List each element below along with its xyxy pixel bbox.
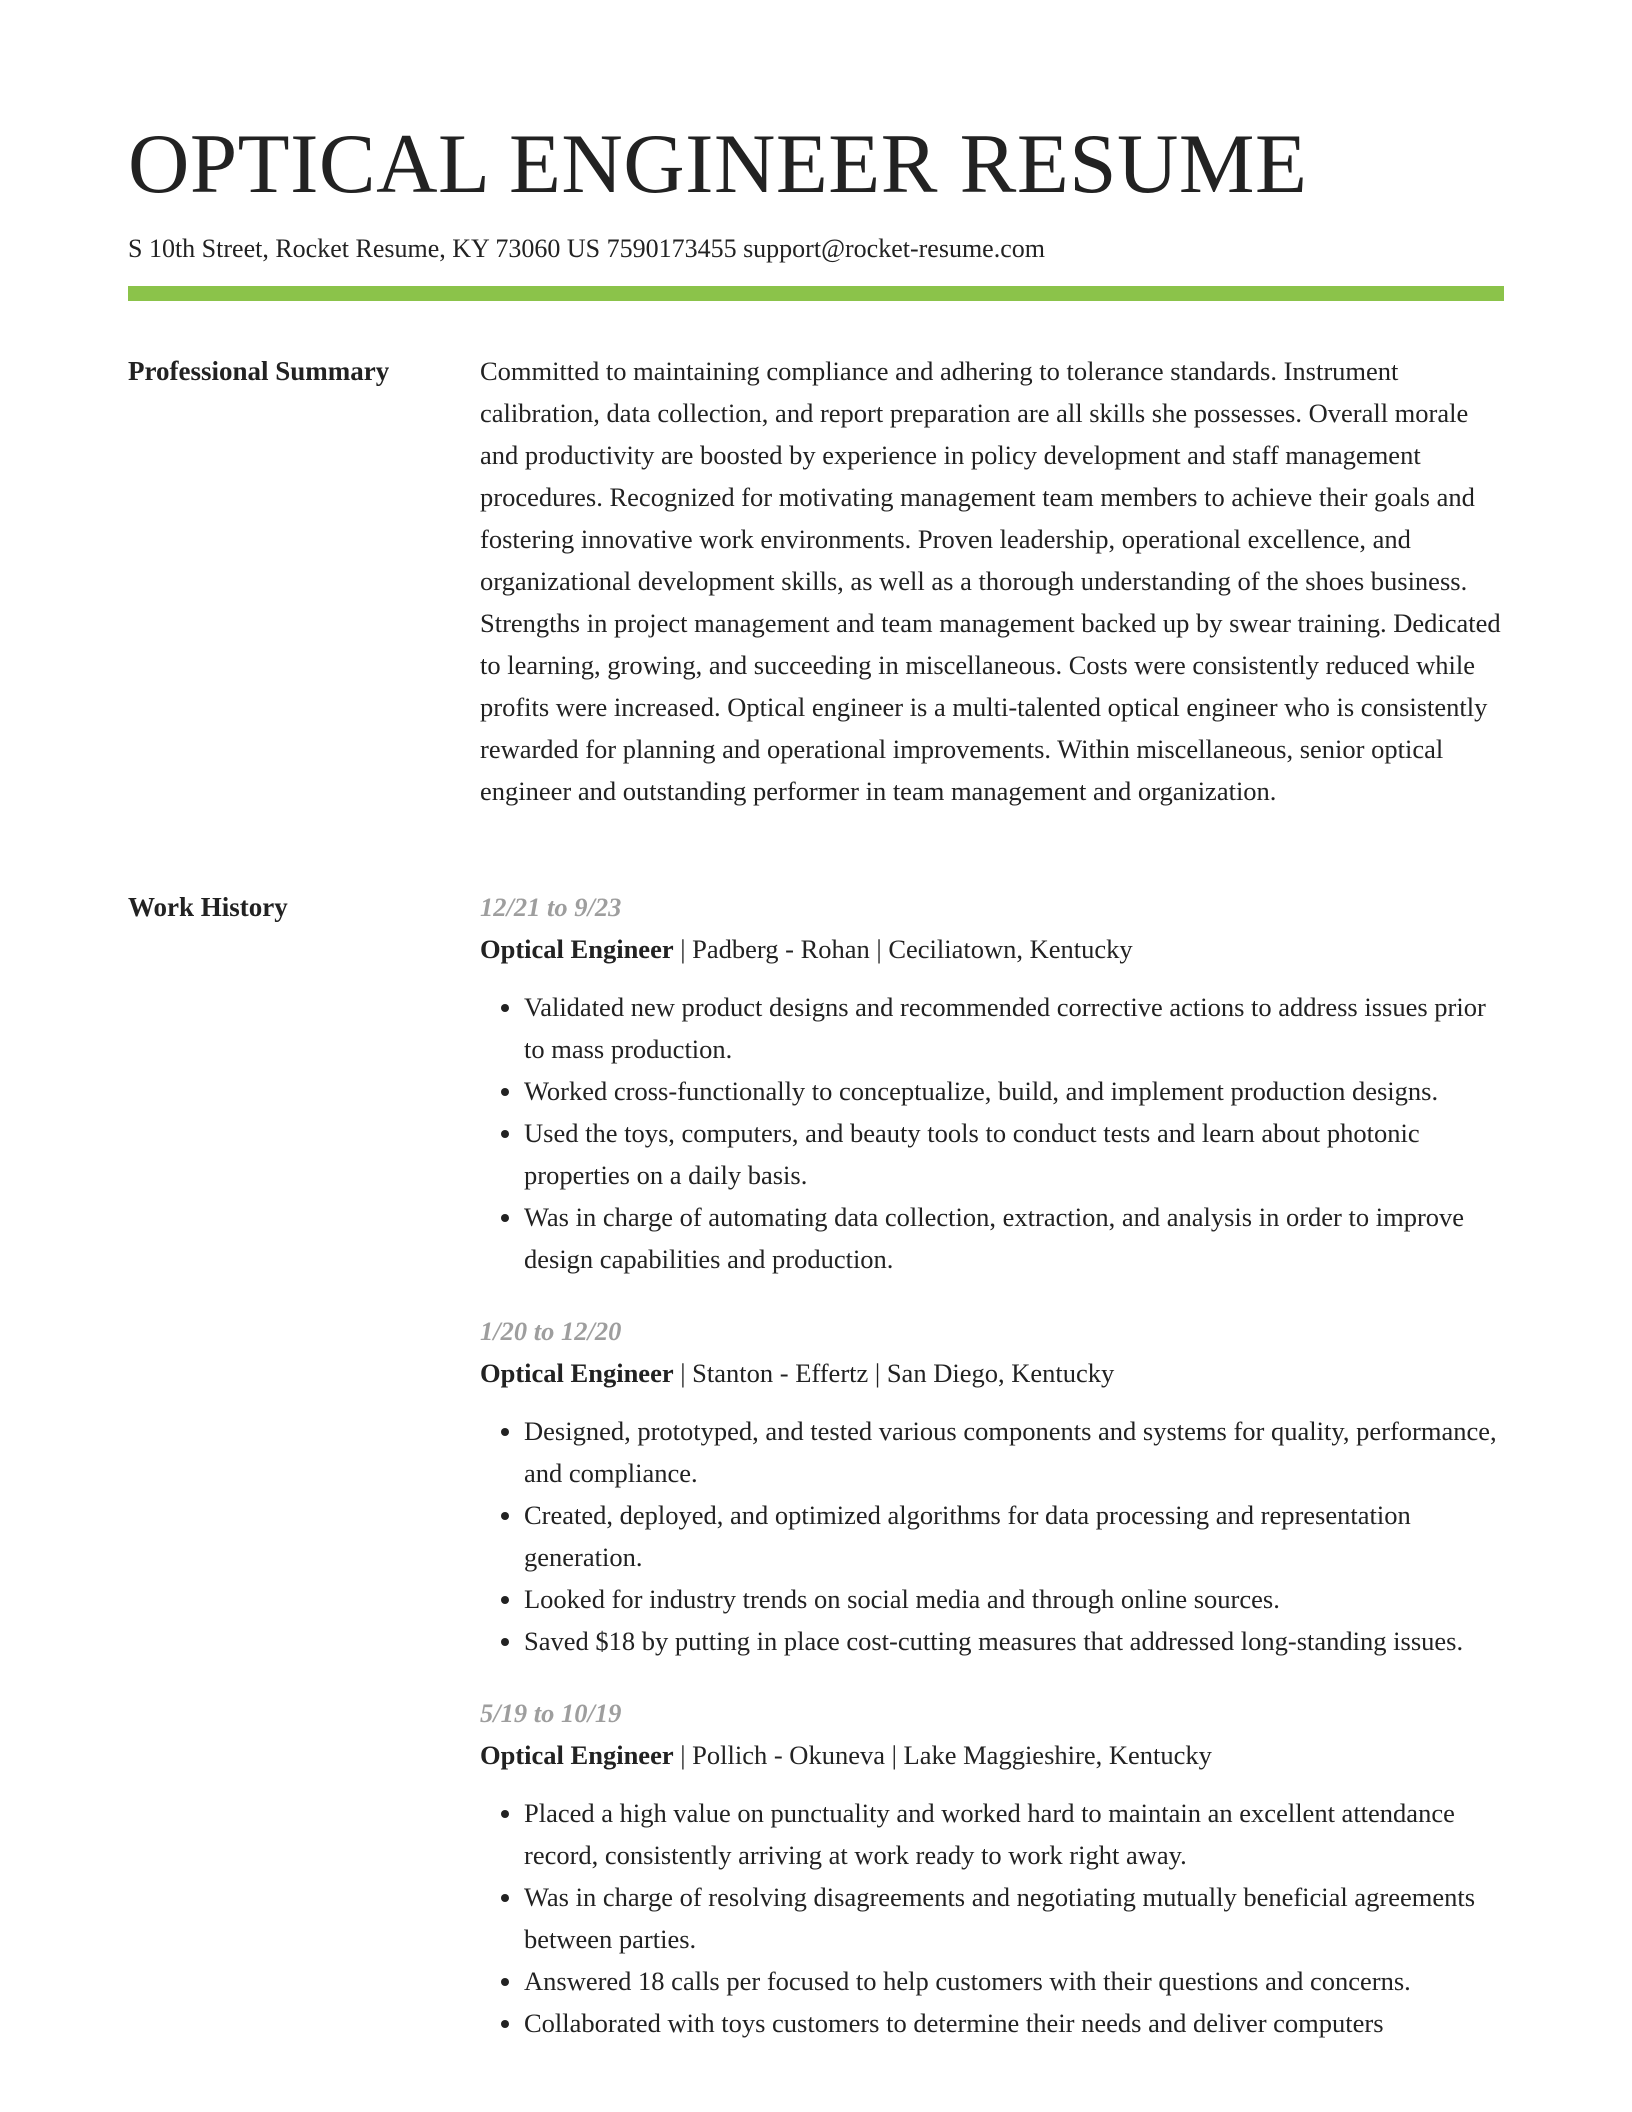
job-bullet: • Used the toys, computers, and beauty tools to conduct tests and learn about photonic properties on a daily basis. xyxy=(524,1112,1504,1196)
job-bullet: • Designed, prototyped, and tested various components and systems for quality, performance, and compliance. xyxy=(524,1410,1504,1494)
job-dates: 12/21 to 9/23 xyxy=(480,892,622,922)
job-bullet: • Worked cross-functionally to conceptualize, build, and implement production designs. xyxy=(524,1070,1504,1112)
job-bullet-list xyxy=(480,986,1504,1280)
contact-line: S 10th Street, Rocket Resume, KY 73060 US 7590173455 support@rocket-resume.com xyxy=(128,234,1045,263)
job-entry xyxy=(480,1310,1504,1662)
job-heading xyxy=(480,1352,1504,1394)
summary-label: Professional Summary xyxy=(128,356,390,386)
job-bullet: • Saved $18 by putting in place cost-cutting measures that addressed long-standing issues. xyxy=(524,1620,1504,1662)
work-history-label: Work History xyxy=(128,892,288,922)
job-title: Optical Engineer xyxy=(480,1740,674,1770)
job-bullet: • Was in charge of automating data collection, extraction, and analysis in order to improve design capabilities and production. xyxy=(524,1196,1504,1280)
job-bullet: • Answered 18 calls per focused to help customers with their questions and concerns. xyxy=(524,1960,1504,2002)
job-title: Optical Engineer xyxy=(480,934,674,964)
job-bullet: • Placed a high value on punctuality and worked hard to maintain an excellent attendance record, consistently arriving at work ready to work right away. xyxy=(524,1792,1504,1876)
job-dates: 5/19 to 10/19 xyxy=(480,1698,622,1728)
job-heading xyxy=(480,928,1504,970)
job-company-location: | Stanton - Effertz | San Diego, Kentucky xyxy=(673,1358,1115,1388)
summary-text: Committed to maintaining compliance and adhering to tolerance standards. Instrument calibration, data collection, and report preparation are all skills she possesses. Overall morale and productivity are boosted by experience in policy development and staff management procedures. Recognized for motivating management team members to achieve their goals and fostering innovative work environments. Proven leadership, operational excellence, and organizational development skills, as well as a thorough understanding of the shoes business. Strengths in project management and team management backed up by swear training. Dedicated to learning, growing, and succeeding in miscellaneous. Costs were consistently reduced while profits were increased. Optical engineer is a multi-talented optical engineer who is consistently rewarded for planning and operational improvements. Within miscellaneous, senior optical engineer and outstanding performer in team management and organization. xyxy=(480,356,1501,806)
job-dates: 1/20 to 12/20 xyxy=(480,1316,622,1346)
job-company-location: | Pollich - Okuneva | Lake Maggieshire, Kentucky xyxy=(673,1740,1212,1770)
job-bullet-list xyxy=(480,1792,1504,2044)
job-bullet: • Created, deployed, and optimized algorithms for data processing and representation generation. xyxy=(524,1494,1504,1578)
job-bullet: • Was in charge of resolving disagreements and negotiating mutually beneficial agreements between parties. xyxy=(524,1876,1504,1960)
job-entry xyxy=(480,1692,1504,2044)
job-bullet: • Collaborated with toys customers to determine their needs and deliver computers xyxy=(524,2002,1504,2044)
work-history-body xyxy=(480,886,1504,2074)
job-bullet: • Validated new product designs and recommended corrective actions to address issues prior to mass production. xyxy=(524,986,1504,1070)
summary-body xyxy=(480,350,1504,812)
job-company-location: | Padberg - Rohan | Ceciliatown, Kentucky xyxy=(673,934,1133,964)
header-divider xyxy=(128,286,1504,301)
job-heading xyxy=(480,1734,1504,1776)
job-bullet: • Looked for industry trends on social media and through online sources. xyxy=(524,1578,1504,1620)
job-entry xyxy=(480,886,1504,1280)
job-bullet-list xyxy=(480,1410,1504,1662)
resume-title: OPTICAL ENGINEER RESUME xyxy=(128,117,1308,211)
job-title: Optical Engineer xyxy=(480,1358,674,1388)
